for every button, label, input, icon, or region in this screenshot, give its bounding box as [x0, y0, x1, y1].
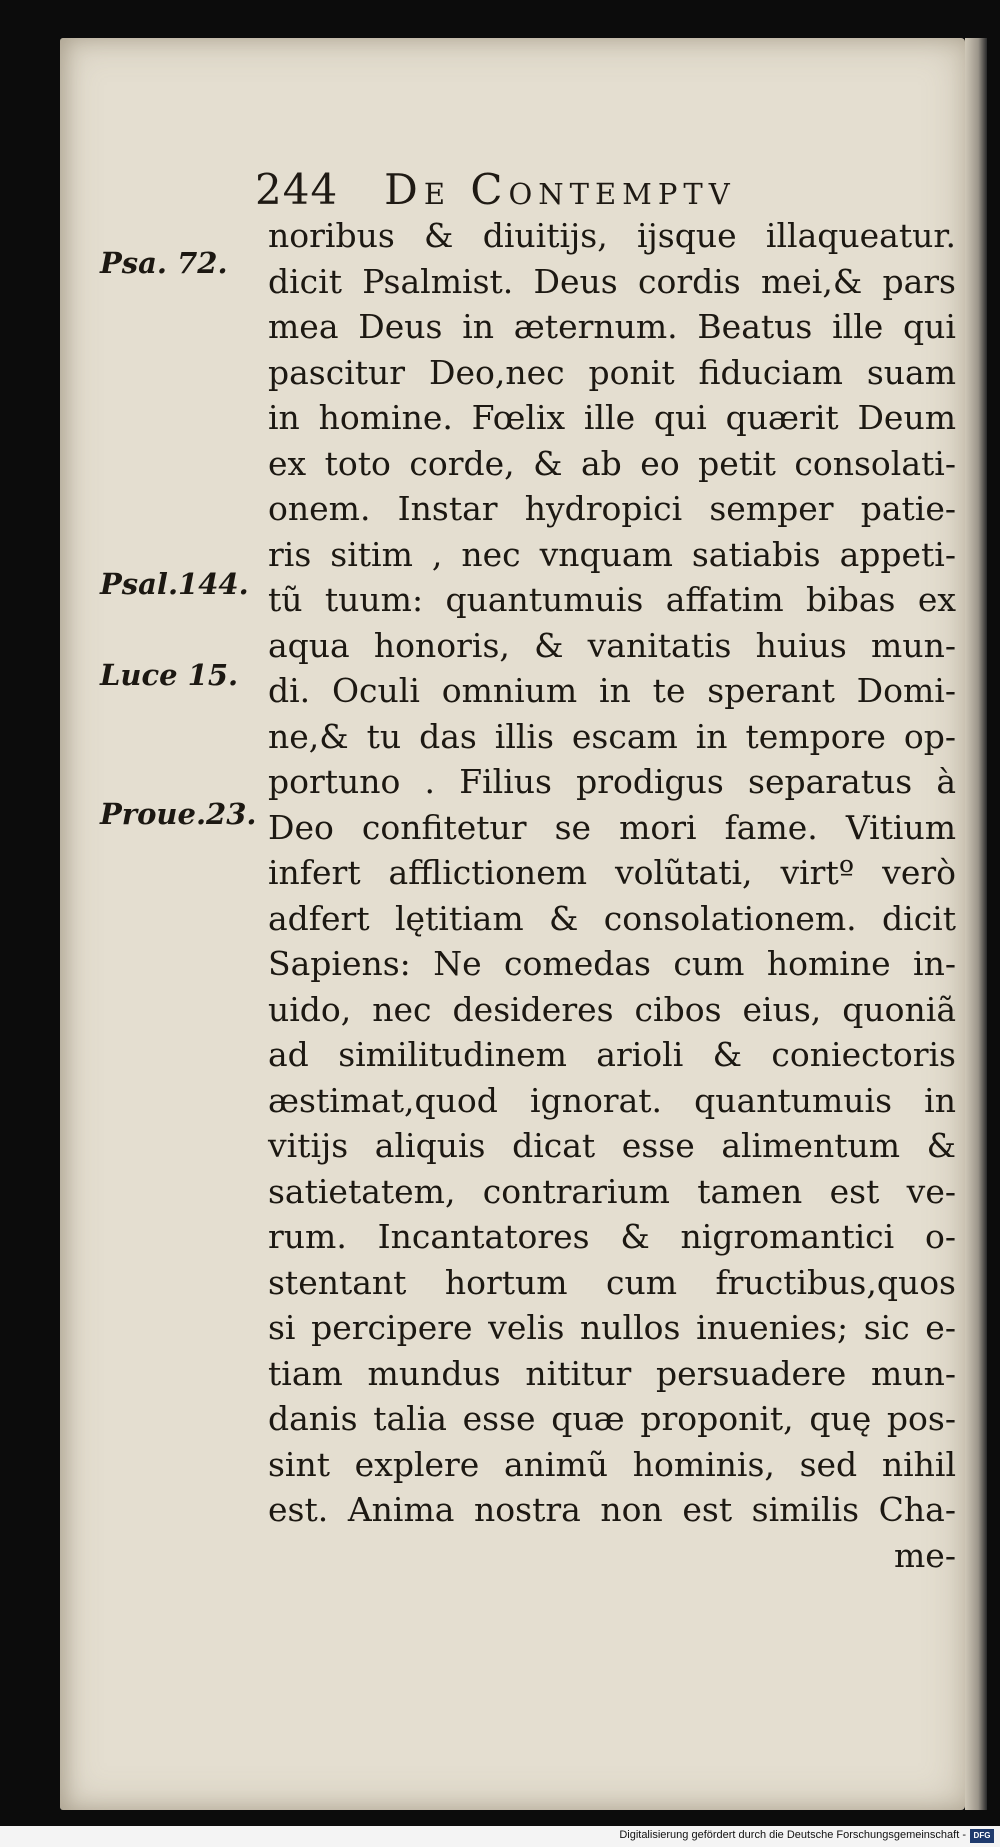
marginal-reference: Proue.23.	[100, 797, 257, 831]
text-line: satietatem, contrarium tamen est ve-	[268, 1171, 956, 1211]
text-line: sint explere animũ hominis, sed nihil	[268, 1444, 956, 1484]
text-line: in homine. Fœlix ille qui quærit Deum	[268, 398, 956, 437]
text-line: mea Deus in æternum. Beatus ille qui	[268, 307, 956, 346]
text-line: ne,& tu das illis escam in tempore op-	[268, 716, 956, 756]
text-line: ad similitudinem arioli & coniectoris	[268, 1035, 956, 1074]
text-line: dicit Psalmist. Deus cordis mei,& pars	[268, 261, 956, 301]
text-line: si percipere velis nullos inuenies; sic e-	[268, 1308, 956, 1347]
text-line: Deo confitetur se mori fame. Vitium	[268, 807, 956, 847]
text-line: infert afflictionem volũtati, virtº verò	[268, 853, 956, 892]
running-head: De Contemptv	[384, 165, 736, 214]
text-line: noribus & diuitijs, ijsque illaqueatur.	[268, 216, 956, 255]
catchword: me-	[894, 1535, 956, 1575]
text-line: pascitur Deo,nec ponit fiduciam suam	[268, 352, 956, 392]
text-line: adfert lętitiam & consolationem. dicit	[268, 898, 956, 938]
text-line: rum. Incantatores & nigromantici o-	[268, 1217, 956, 1256]
text-line: stentant hortum cum fructibus,quos	[268, 1262, 956, 1302]
text-line: di. Oculi omnium in te sperant Domi-	[268, 671, 956, 710]
text-line: ris sitim , nec vnquam satiabis appeti-	[268, 534, 956, 574]
digitization-credit: Digitalisierung gefördert durch die Deutsche Forschungsgemeinschaft -	[619, 1829, 966, 1841]
text-line: æstimat,quod ignorat. quantumuis in	[268, 1080, 956, 1120]
text-line: onem. Instar hydropici semper patie-	[268, 489, 956, 528]
page-edge	[965, 38, 987, 1810]
marginal-reference: Psa. 72.	[100, 246, 228, 280]
body-text	[268, 213, 956, 1578]
text-line: ex toto corde, & ab eo petit consolati-	[268, 443, 956, 483]
text-line: Sapiens: Ne comedas cum homine in-	[268, 944, 956, 983]
text-line: aqua honoris, & vanitatis huius mun-	[268, 625, 956, 665]
text-line: tiam mundus nititur persuadere mun-	[268, 1353, 956, 1393]
text-line: est. Anima nostra non est similis Cha-	[268, 1490, 956, 1529]
page-number: 244	[255, 165, 339, 214]
text-line: uido, nec desideres cibos eius, quoniã	[268, 989, 956, 1029]
text-line: danis talia esse quæ proponit, quę pos-	[268, 1399, 956, 1438]
marginal-reference: Luce 15.	[100, 658, 239, 692]
page-header	[255, 160, 955, 220]
text-line: tũ tuum: quantumuis affatim bibas ex	[268, 580, 956, 619]
text-line: vitijs aliquis dicat esse alimentum &	[268, 1126, 956, 1165]
dfg-logo: DFG	[970, 1829, 994, 1843]
text-line: portuno . Filius prodigus separatus à	[268, 762, 956, 801]
marginal-reference: Psal.144.	[100, 567, 249, 601]
